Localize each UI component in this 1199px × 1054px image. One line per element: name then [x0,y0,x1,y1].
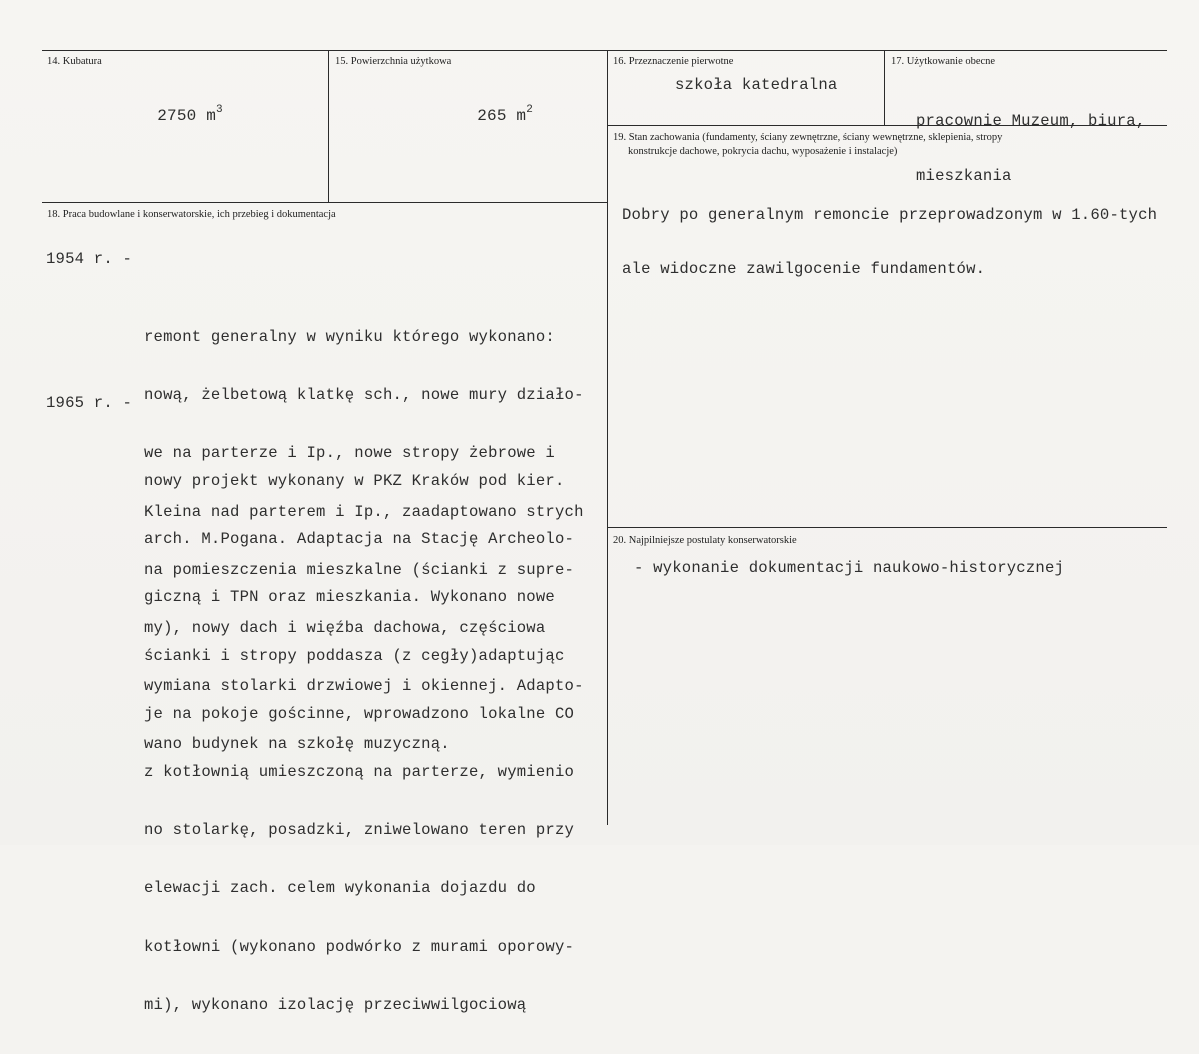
entry-line: nowy projekt wykonany w PKZ Kraków pod kier. [144,472,565,491]
entry-year: 1954 r. - [46,250,133,269]
divider-col3 [884,50,885,125]
entry-line: mi), wykonano izolację przeciwwilgociową [144,995,527,1014]
field-20-value: - wykonanie dokumentacji naukowo-historycznej [634,559,1065,577]
entry-line: nową, żelbetową klatkę sch., nowe mury działo- [144,386,584,405]
cubature-unit-exponent: 3 [216,104,223,116]
entry-line: wymiana stolarki drzwiowej i okiennej. Adapto- [144,677,584,696]
field-14-value [118,86,223,148]
field-16-label: 16. Przeznaczenie pierwotne [613,56,734,67]
entry-line: elewacji zach. celem wykonania dojazdu do [144,879,536,898]
field-15-value [438,86,533,148]
entry-line: Kleina nad parterem i Ip., zaadaptowano strych [144,502,584,521]
area-value: 265 m [477,107,527,125]
entry-line: giczną i TPN oraz mieszkania. Wykonano nowe [144,588,555,607]
field-19-label-line2: konstrukcje dachowe, pokrycia dachu, wyposażenie i instalacje) [628,146,898,157]
divider-col1 [328,50,329,202]
field-15-label: 15. Powierzchnia użytkowa [335,56,452,67]
entry-line: wano budynek na szkołę muzyczną. [144,735,450,754]
field-20-label: 20. Najpilniejsze postulaty konserwatorskie [613,535,797,546]
field-17-label: 17. Użytkowanie obecne [891,56,996,67]
area-unit-exponent: 2 [526,104,534,116]
entry-line: no stolarkę, posadzki, zniwelowano teren przy [144,821,575,840]
entry-line: je na pokoje gościnne, wprowadzono lokalne CO [144,704,575,723]
field-19-label-line1: 19. Stan zachowania (fundamenty, ściany zewnętrzne, ściany wewnętrzne, sklepienia, stropy [613,132,1003,143]
cubature-value: 2750 m [157,107,217,125]
entry-line: kotłowni (wykonano podwórko z murami oporowy- [144,937,575,956]
condition-line: ale widoczne zawilgocenie fundamentów. [622,260,986,278]
divider-right-lower [607,527,1167,528]
field-16-value: szkoła katedralna [675,76,838,94]
entry-line: arch. M.Pogana. Adaptacja na Stację Archeolo- [144,530,575,549]
entry-line: z kotłownią umieszczoną na parterze, wymienio [144,763,575,782]
field-19-value [622,170,1157,314]
field-14-label: 14. Kubatura [47,56,102,67]
entry-line: na pomieszczenia mieszkalne (ścianki z supre- [144,560,575,579]
top-border [42,50,1167,51]
divider-center [607,50,608,825]
field-18-label: 18. Praca budowlane i konserwatorskie, ich przebieg i dokumentacja [47,209,336,220]
entry-line: my), nowy dach i więźba dachowa, częściowa [144,619,546,638]
entry-line: we na parterze i Ip., nowe stropy żebrowe i [144,444,555,463]
current-use-line: mieszkania [916,167,1012,186]
entry-year: 1965 r. - [46,394,133,413]
entry-text [144,433,574,1054]
condition-line: Dobry po generalnym remoncie przeprowadzonym w 1.60-tych [622,206,1158,224]
divider-left-mid [42,202,607,203]
current-use-line: pracownie Muzeum, biura, [916,112,1146,130]
entry-line: ścianki i stropy poddasza (z cegły)adaptując [144,646,565,665]
entry-line: remont generalny w wyniku którego wykonano: [144,328,555,347]
